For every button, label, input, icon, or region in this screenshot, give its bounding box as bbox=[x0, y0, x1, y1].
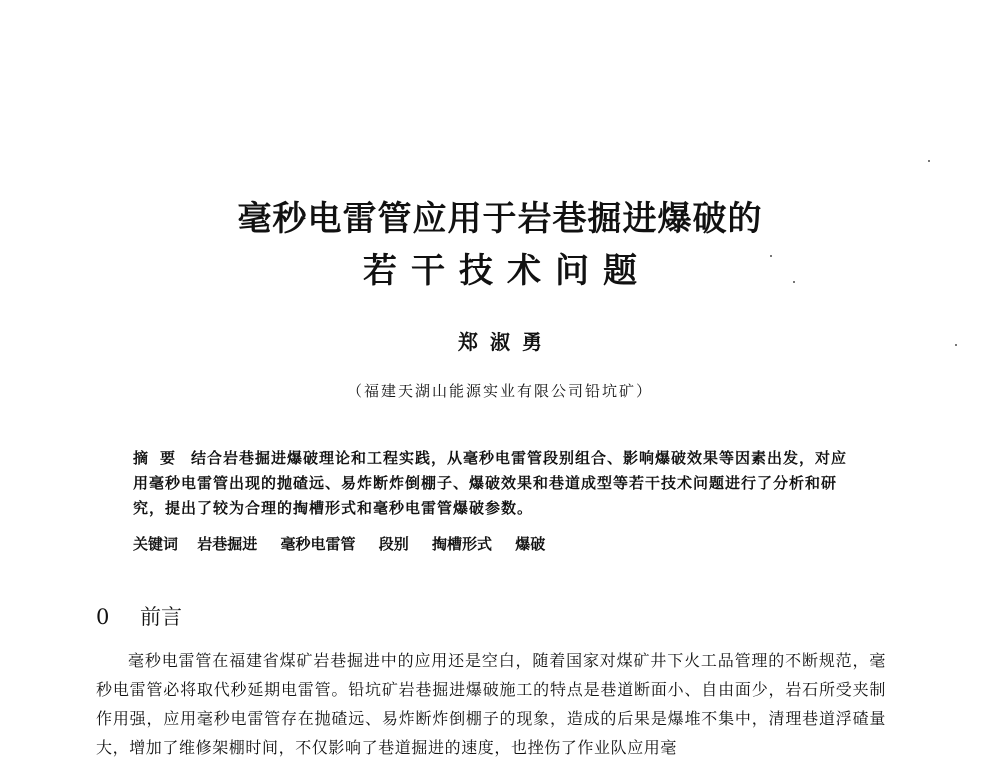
keyword: 掏槽形式 bbox=[432, 535, 493, 553]
scan-speck bbox=[770, 255, 772, 257]
author-affiliation: （福建天湖山能源实业有限公司铅坑矿） bbox=[346, 382, 653, 400]
section-heading bbox=[96, 601, 182, 631]
keywords bbox=[133, 533, 563, 554]
scan-speck bbox=[928, 160, 930, 162]
section-number: 0 bbox=[96, 605, 110, 629]
keyword: 爆破 bbox=[515, 535, 546, 553]
keyword: 段别 bbox=[378, 535, 409, 553]
keyword: 岩巷掘进 bbox=[197, 535, 258, 553]
keywords-label: 关键词 bbox=[133, 535, 179, 553]
abstract-label: 摘要 bbox=[133, 449, 188, 467]
keyword: 毫秒电雷管 bbox=[280, 535, 356, 553]
section-title: 前言 bbox=[140, 605, 182, 629]
abstract-text: 结合岩巷掘进爆破理论和工程实践，从毫秒电雷管段别组合、影响爆破效果等因素出发，对应用毫秒电雷管出现的抛碴远、易炸断炸倒棚子、爆破效果和巷道成型等若干技术问题进行了分析和研究，提出了较为合理的掏槽形式和毫秒电雷管爆破参数。 bbox=[133, 449, 848, 517]
abstract bbox=[133, 446, 858, 521]
scan-speck bbox=[955, 344, 957, 346]
paper-title-line-1: 毫秒电雷管应用于岩巷掘进爆破的 bbox=[237, 199, 763, 239]
paper-title-line-2: 若干技术问题 bbox=[363, 251, 651, 291]
body-paragraph: 毫秒电雷管在福建省煤矿岩巷掘进中的应用还是空白，随着国家对煤矿井下火工品管理的不断规范，毫秒电雷管必将取代秒延期电雷管。铅坑矿岩巷掘进爆破施工的特点是巷道断面小、自由面少，岩石所受夹制作用强，应用毫秒电雷管存在抛碴远、易炸断炸倒棚子的现象，造成的后果是爆堆不集中，清理巷道浮碴量大，增加了维修架棚时间，不仅影响了巷道掘进的速度，也挫伤了作业队应用毫 bbox=[96, 651, 886, 757]
scan-speck bbox=[793, 281, 795, 283]
author-name: 郑淑勇 bbox=[458, 330, 554, 354]
